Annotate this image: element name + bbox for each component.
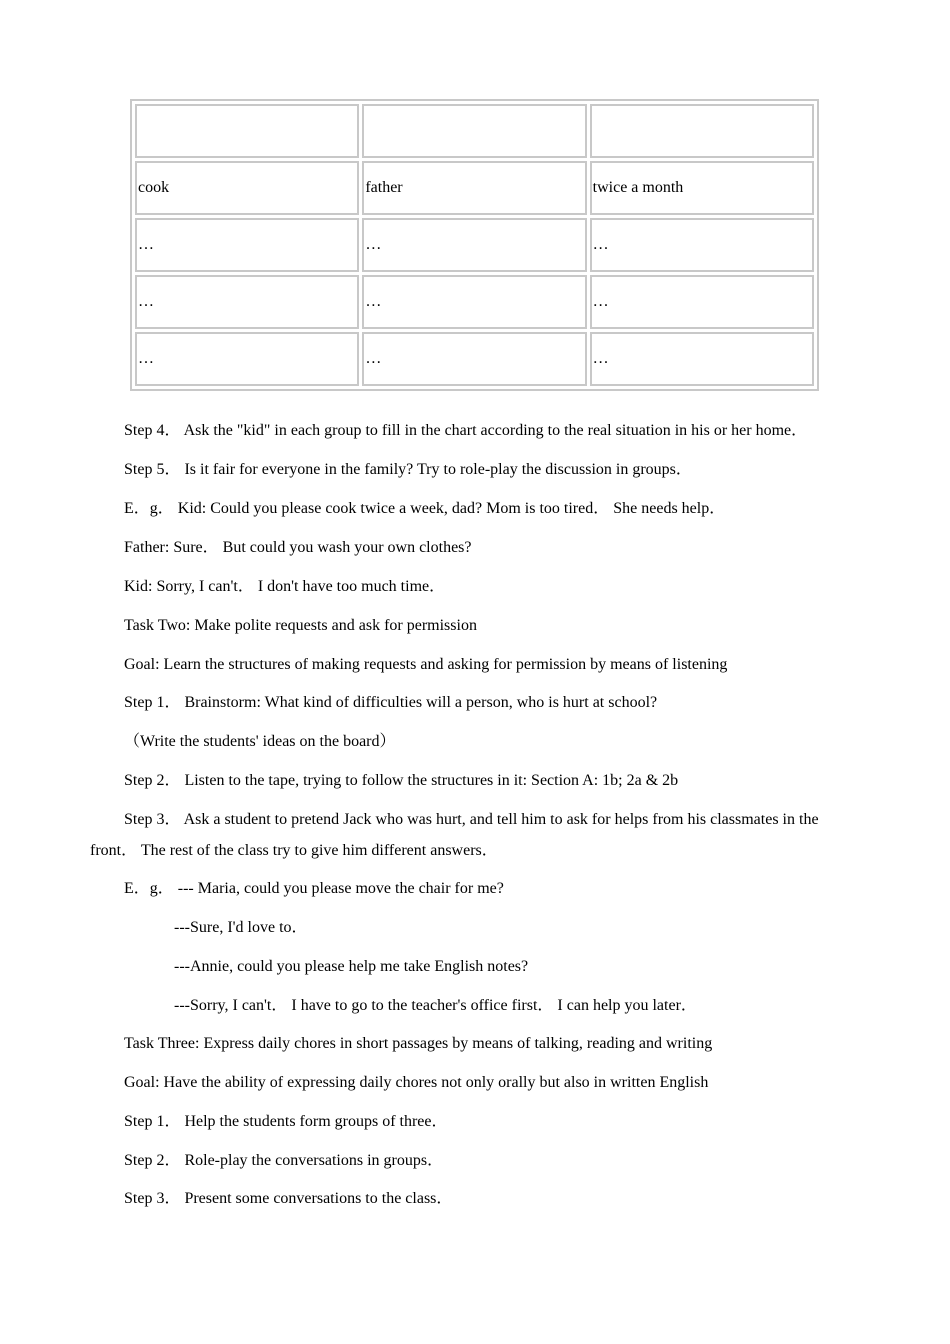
- example-annie-line: ---Annie, could you please help me take English notes?: [174, 958, 529, 975]
- table-cell: …: [590, 218, 814, 272]
- table-cell: …: [135, 275, 359, 329]
- task-two-goal: Goal: Learn the structures of making requests and asking for permission by means of listening: [124, 656, 728, 673]
- table-cell: …: [135, 218, 359, 272]
- table-row: [135, 275, 814, 329]
- example-kid-line: E．g． Kid: Could you please cook twice a week, dad? Mom is too tired． She needs help．: [124, 500, 726, 517]
- table-row: [135, 218, 814, 272]
- example-sure-line: ---Sure, I'd love to．: [174, 919, 308, 936]
- table-cell: …: [362, 218, 586, 272]
- table-cell: father: [362, 161, 586, 215]
- step-5-paragraph: Step 5． Is it fair for everyone in the family? Try to role-play the discussion in groups．: [124, 461, 692, 478]
- table-row: [135, 332, 814, 386]
- board-note: （Write the students' ideas on the board）: [124, 733, 396, 750]
- task-three-step-1: Step 1． Help the students form groups of three．: [124, 1113, 448, 1130]
- task-two-step-1: Step 1． Brainstorm: What kind of difficulties will a person, who is hurt at school?: [124, 694, 658, 711]
- example-sorry-line: ---Sorry, I can't． I have to go to the teacher's office first． I can help you later．: [174, 997, 697, 1014]
- example-father-line: Father: Sure． But could you wash your own clothes?: [124, 539, 472, 556]
- table-cell: …: [590, 332, 814, 386]
- task-two-step-3: Step 3． Ask a student to pretend Jack who was hurt, and tell him to ask for helps from his classmates in the front． The rest of the class try to give him different answers．: [90, 811, 819, 859]
- table-cell: cook: [135, 161, 359, 215]
- task-two-heading: Task Two: Make polite requests and ask for permission: [124, 617, 477, 634]
- table-cell: twice a month: [590, 161, 814, 215]
- task-three-step-2: Step 2． Role-play the conversations in groups．: [124, 1152, 444, 1169]
- task-three-goal: Goal: Have the ability of expressing daily chores not only orally but also in written English: [124, 1074, 709, 1091]
- chores-chart-table: [130, 99, 819, 391]
- table-cell: [135, 104, 359, 158]
- table-row: [135, 104, 814, 158]
- table-cell: …: [362, 275, 586, 329]
- table-cell: …: [590, 275, 814, 329]
- table-cell: …: [362, 332, 586, 386]
- task-two-step-2: Step 2． Listen to the tape, trying to follow the structures in it: Section A: 1b; 2a & 2b: [124, 772, 679, 789]
- example-kid-reply-line: Kid: Sorry, I can't． I don't have too much time．: [124, 578, 446, 595]
- step-4-paragraph: Step 4． Ask the "kid" in each group to fill in the chart according to the real situation in his or her home．: [124, 422, 808, 439]
- task-three-step-3: Step 3． Present some conversations to the class．: [124, 1190, 453, 1207]
- table-cell: [362, 104, 586, 158]
- table-cell: [590, 104, 814, 158]
- example-maria-line: E．g． --- Maria, could you please move the chair for me?: [124, 880, 504, 897]
- task-three-heading: Task Three: Express daily chores in short passages by means of talking, reading and writing: [124, 1035, 713, 1052]
- table-row: [135, 161, 814, 215]
- table-cell: …: [135, 332, 359, 386]
